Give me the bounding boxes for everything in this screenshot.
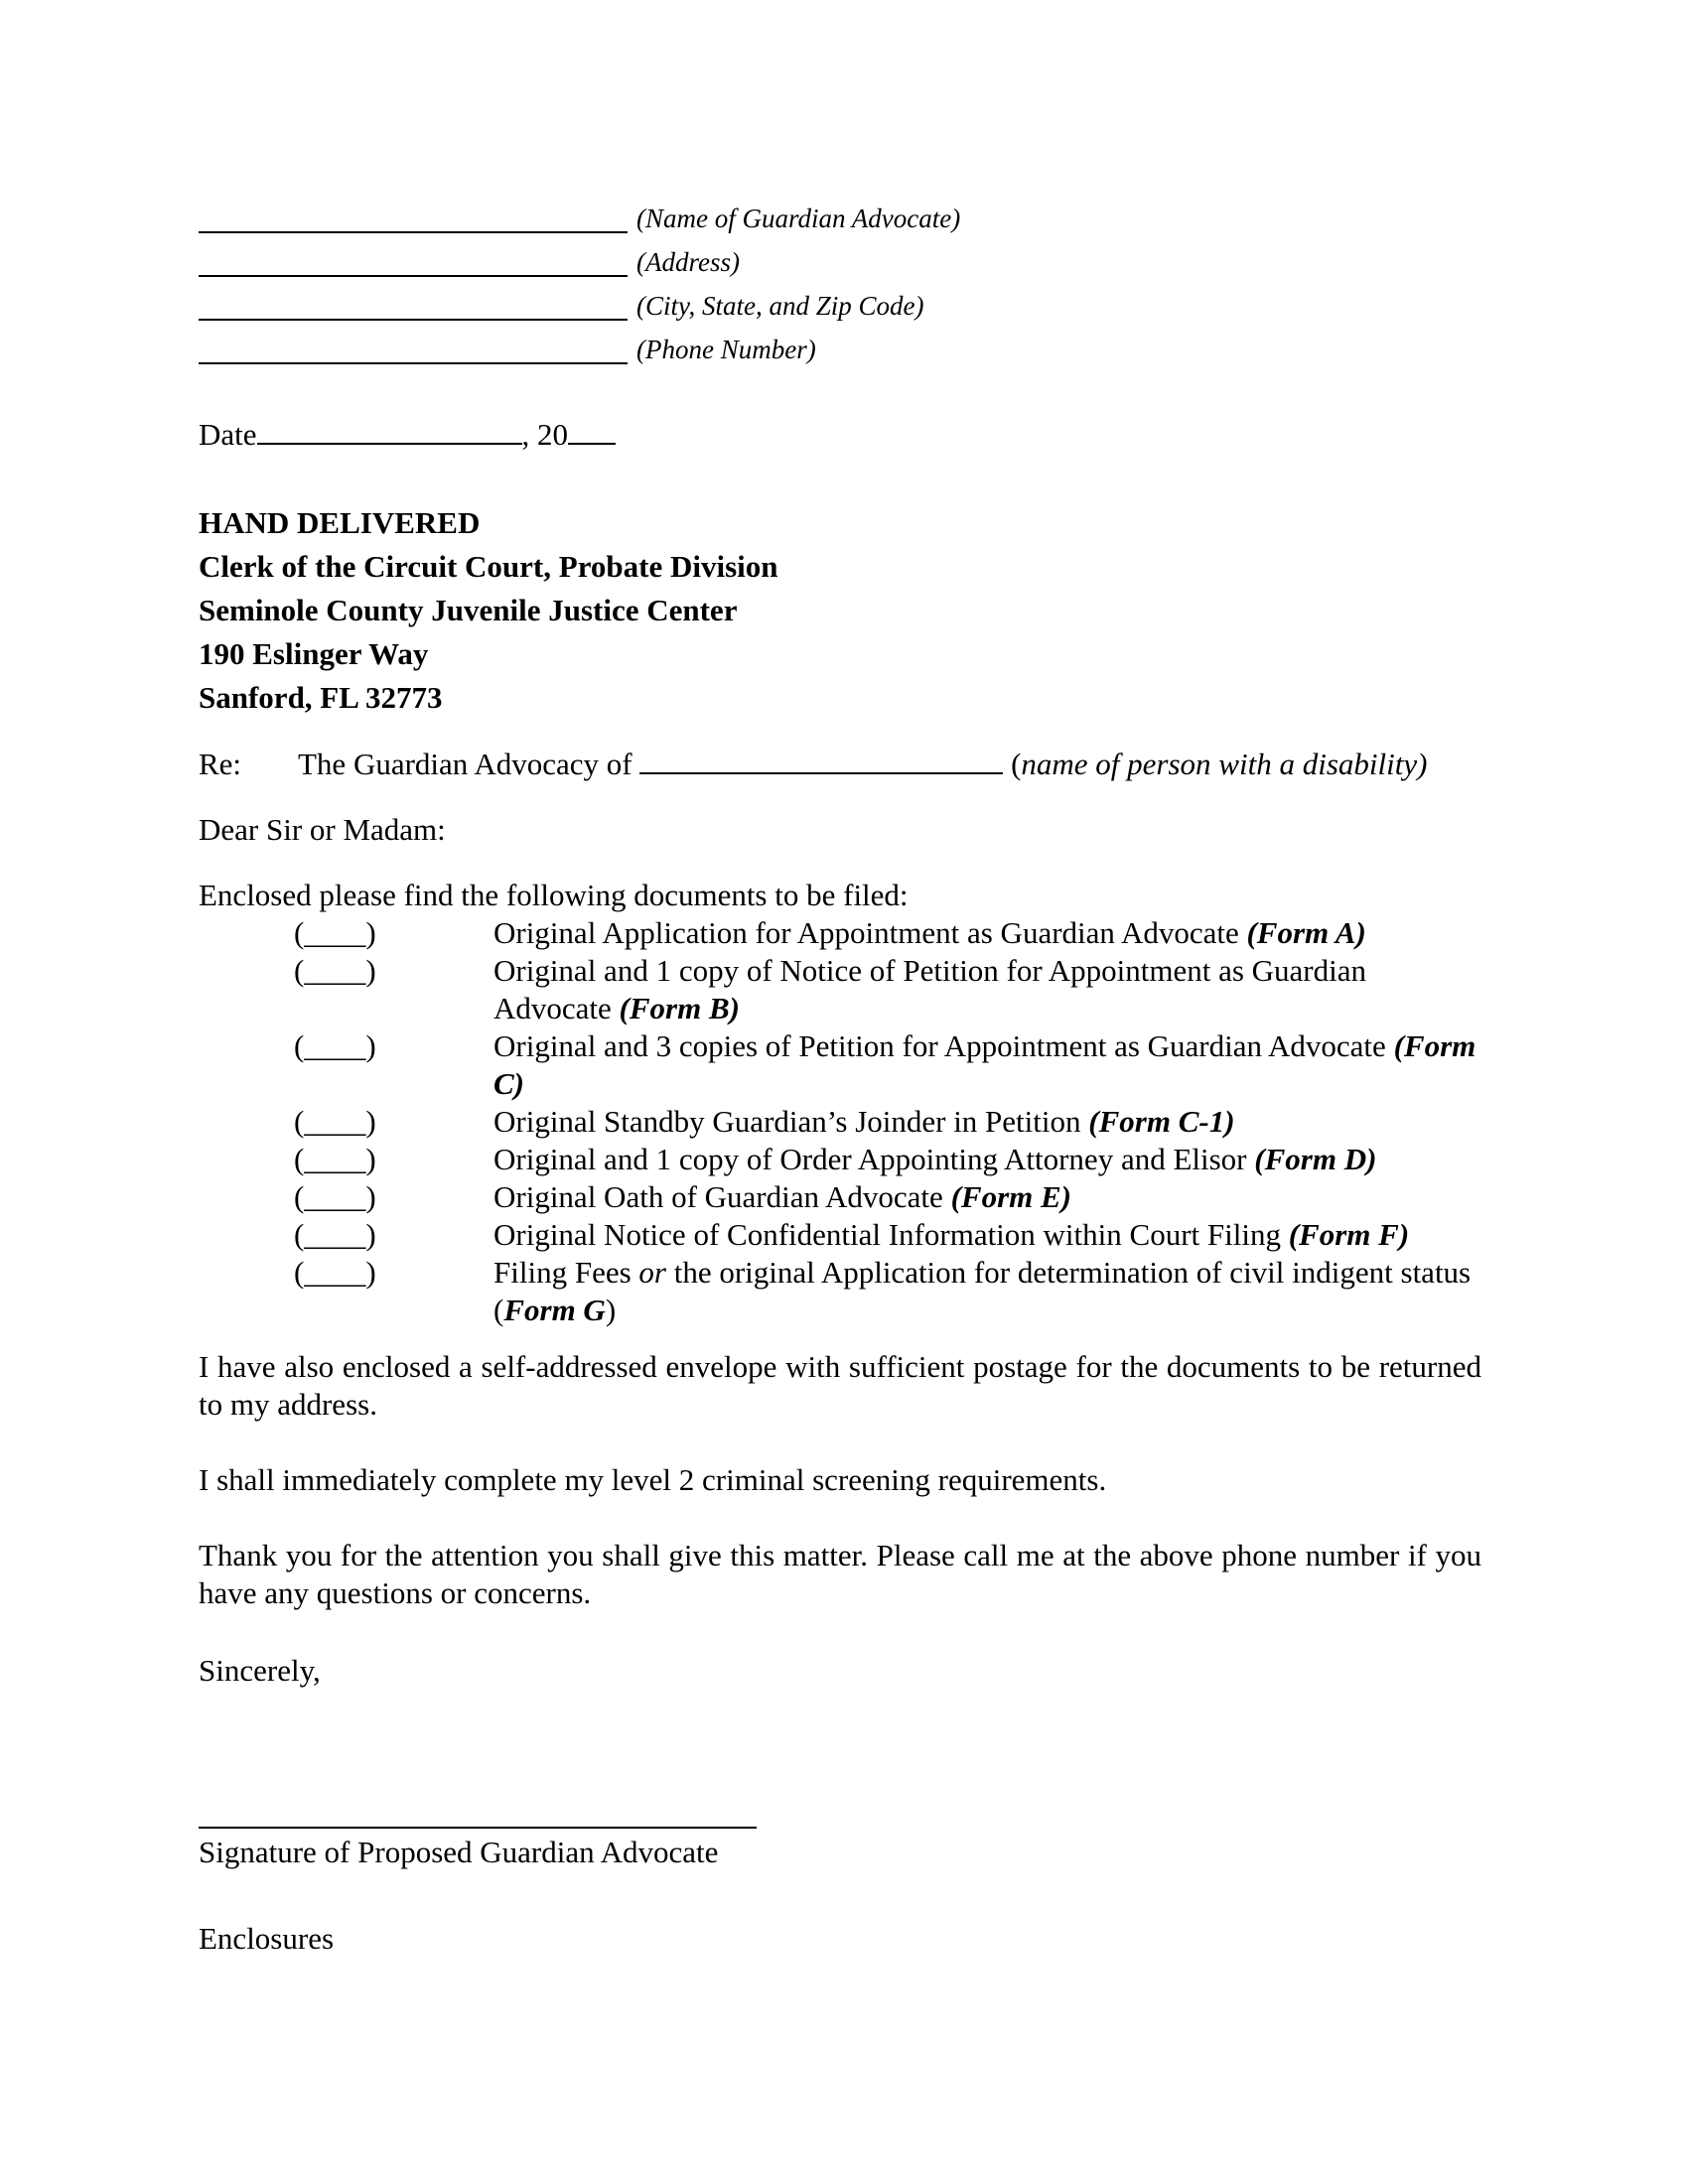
signature-label: Signature of Proposed Guardian Advocate: [199, 1835, 719, 1869]
recipient-line-3: 190 Eslinger Way: [199, 636, 429, 671]
thanks-paragraph: Thank you for the attention you shall give this matter. Please call me at the above phone number if you have any questions or concerns.: [199, 1538, 1481, 1610]
enclosure-checkbox[interactable]: (____): [294, 1217, 376, 1252]
city-state-zip-line[interactable]: [199, 319, 628, 321]
enclosure-item: Original and 1 copy of Order Appointing Attorney and Elisor (Form D): [493, 1142, 1377, 1176]
re-note: name of person with a disability): [1021, 747, 1428, 781]
enclosure-checkbox[interactable]: (____): [294, 1028, 376, 1063]
re-label: Re:: [199, 747, 242, 781]
signature-line[interactable]: [199, 1827, 757, 1829]
recipient-line-2: Seminole County Juvenile Justice Center: [199, 593, 738, 627]
recipient-line-4: Sanford, FL 32773: [199, 680, 443, 715]
phone-number-label: (Phone Number): [636, 335, 816, 364]
re-text: The Guardian Advocacy of: [298, 747, 633, 781]
enclosure-item: Filing Fees or the original Application for determination of civil indigent status (Form G): [493, 1255, 1472, 1327]
date-year-prefix: , 20: [521, 417, 569, 452]
year-blank[interactable]: [568, 417, 616, 445]
enclosure-item: Original and 1 copy of Notice of Petition for Appointment as Guardian Advocate (Form B): [493, 953, 1367, 1025]
envelope-paragraph: I have also enclosed a self-addressed envelope with sufficient postage for the documents to be returned to my address.: [199, 1349, 1481, 1422]
enclosures-label: Enclosures: [199, 1921, 335, 1956]
enclosure-item: Original Notice of Confidential Information within Court Filing (Form F): [493, 1217, 1410, 1252]
enclosures-intro: Enclosed please find the following documents to be filed:: [199, 878, 909, 912]
phone-number-line[interactable]: [199, 362, 628, 364]
enclosure-checkbox[interactable]: (____): [294, 1255, 376, 1290]
date-blank[interactable]: [257, 417, 522, 445]
enclosure-item: Original Application for Appointment as Guardian Advocate (Form A): [493, 915, 1366, 950]
re-paren: (: [1011, 747, 1022, 781]
address-line[interactable]: [199, 275, 628, 277]
city-state-zip-label: (City, State, and Zip Code): [636, 291, 924, 321]
address-label: (Address): [636, 247, 740, 277]
enclosure-checkbox[interactable]: (____): [294, 1142, 376, 1176]
enclosure-item: Original Standby Guardian’s Joinder in Petition (Form C-1): [493, 1104, 1235, 1139]
date-label: Date: [199, 417, 257, 452]
enclosure-checkbox[interactable]: (____): [294, 1104, 376, 1139]
enclosure-checkbox[interactable]: (____): [294, 1179, 376, 1214]
enclosure-item: Original and 3 copies of Petition for Appointment as Guardian Advocate (Form C): [493, 1028, 1477, 1101]
salutation: Dear Sir or Madam:: [199, 812, 446, 847]
delivery-method: HAND DELIVERED: [199, 505, 481, 540]
enclosure-checkbox[interactable]: (____): [294, 953, 376, 988]
person-name-blank[interactable]: [639, 747, 1003, 774]
re-subject: [298, 746, 1427, 783]
screening-paragraph: I shall immediately complete my level 2 criminal screening requirements.: [199, 1462, 1107, 1497]
guardian-name-label: (Name of Guardian Advocate): [636, 204, 961, 233]
enclosure-checkbox[interactable]: (____): [294, 915, 376, 950]
guardian-name-line[interactable]: [199, 231, 628, 233]
recipient-line-1: Clerk of the Circuit Court, Probate Division: [199, 549, 778, 584]
date-line: [199, 416, 616, 454]
enclosure-item: Original Oath of Guardian Advocate (Form E): [493, 1179, 1071, 1214]
closing: Sincerely,: [199, 1653, 321, 1688]
